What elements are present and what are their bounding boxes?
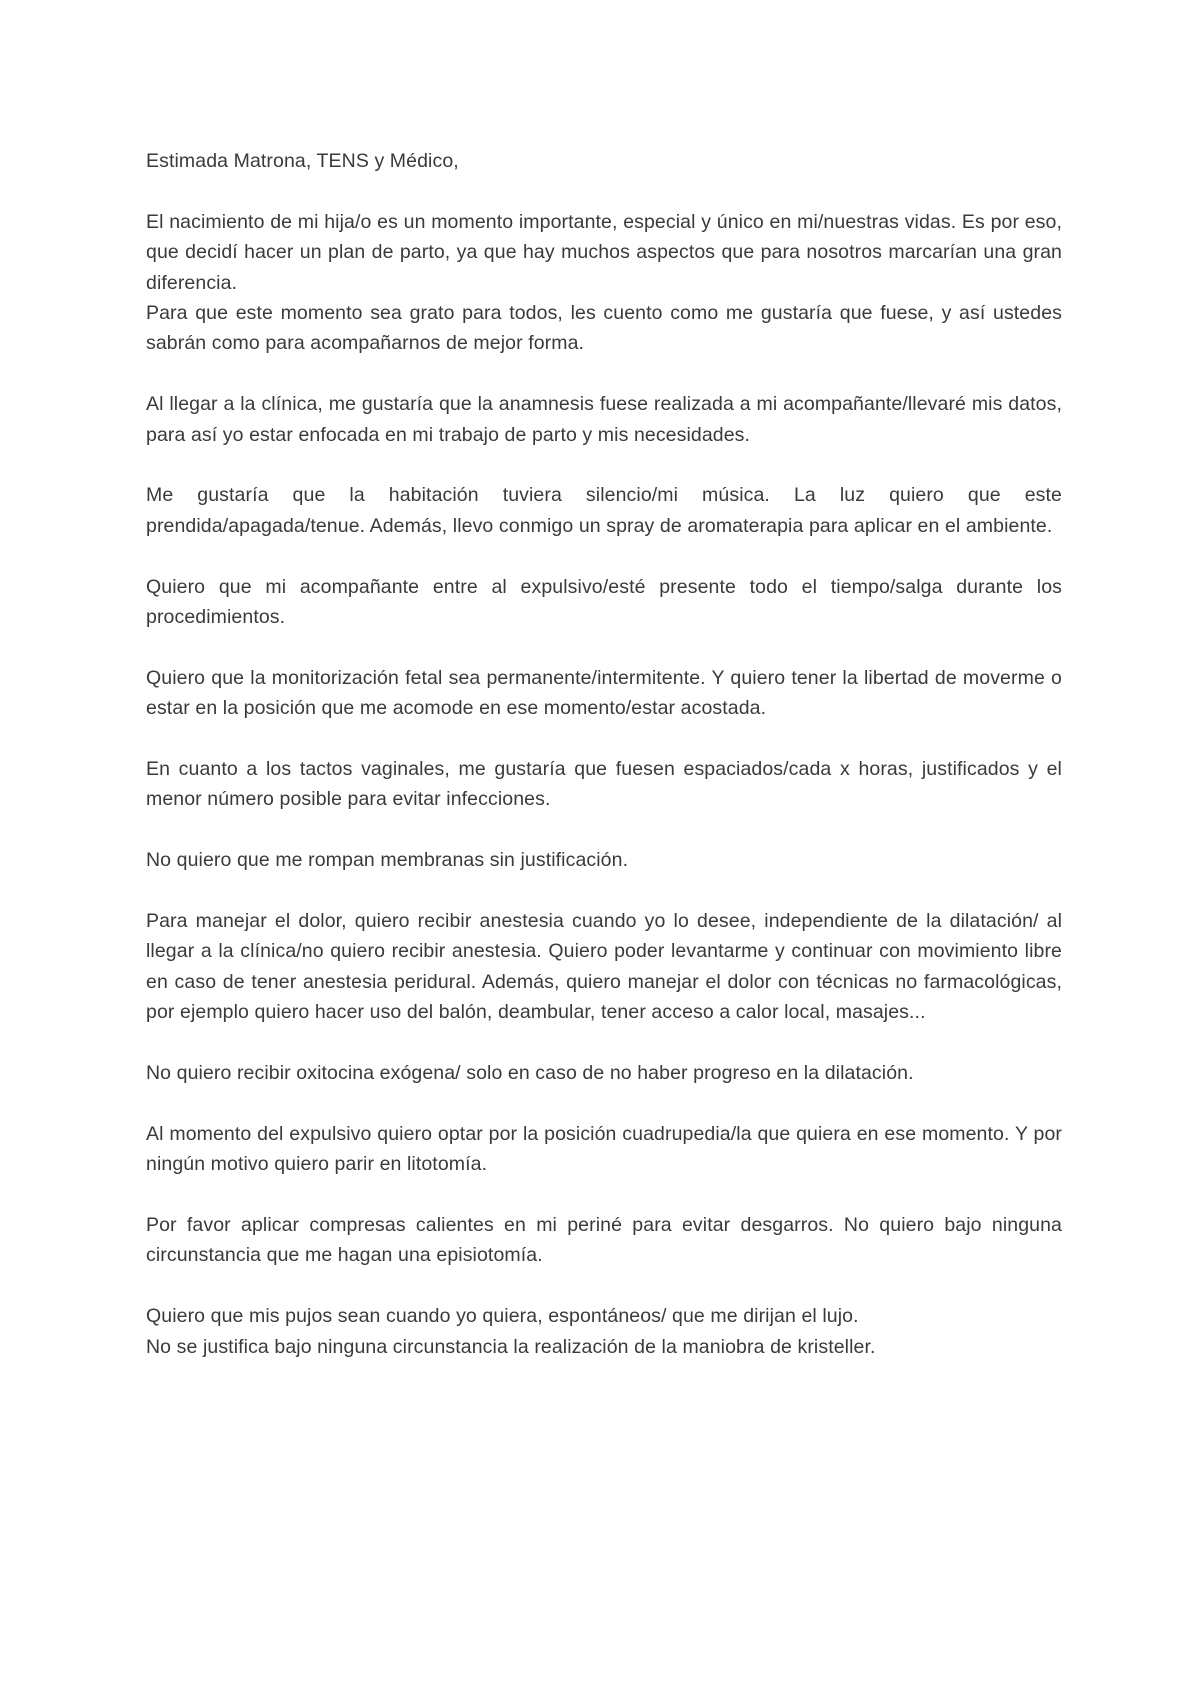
paragraph-arrival-anamnesis: Al llegar a la clínica, me gustaría que la anamnesis fuese realizada a mi acompañante/llevaré mis datos, para así yo estar enfocada en mi trabajo de parto y mis necesidades.	[146, 393, 1062, 446]
paragraph-purpose: Para que este momento sea grato para todos, les cuento como me gustaría que fuese, y así ustedes sabrán como para acompañarnos de mejor forma.	[146, 302, 1062, 355]
paragraph-birth-importance: El nacimiento de mi hija/o es un momento importante, especial y único en mi/nuestras vidas. Es por eso, que decidí hacer un plan de parto, ya que hay muchos aspectos que para nosotros marcarían una gran diferencia.	[146, 210, 1062, 294]
paragraph-vaginal-exams: En cuanto a los tactos vaginales, me gustaría que fuesen espaciados/cada x horas, justificados y el menor número posible para evitar infecciones.	[146, 758, 1062, 811]
paragraph-companion: Quiero que mi acompañante entre al expulsivo/esté presente todo el tiempo/salga durante los procedimientos.	[146, 575, 1062, 629]
paragraph-fetal-monitoring: Quiero que la monitorización fetal sea permanente/intermitente. Y quiero tener la libertad de moverme o estar en la posición que me acomode en ese momento/estar acostada.	[146, 666, 1062, 720]
letter-salutation: Estimada Matrona, TENS y Médico,	[146, 150, 459, 172]
paragraph-pushing: Quiero que mis pujos sean cuando yo quiera, espontáneos/ que me dirijan el lujo.	[146, 1305, 859, 1328]
paragraph-perineum: Por favor aplicar compresas calientes en mi periné para evitar desgarros. No quiero bajo ninguna circunstancia que me hagan una episiotomía.	[146, 1214, 1062, 1267]
letter-body	[146, 146, 1062, 1362]
paragraph-kristeller: No se justifica bajo ninguna circunstancia la realización de la maniobra de kristeller.	[146, 1335, 876, 1358]
paragraph-pain-management: Para manejar el dolor, quiero recibir anestesia cuando yo lo desee, independiente de la dilatación/ al llegar a la clínica/no quiero recibir anestesia. Quiero poder levantarme y continuar con movimiento libre en caso de tener anestesia peridural. Además, quiero manejar el dolor con técnicas no farmacológicas, por ejemplo quiero hacer uso del balón, deambular, tener acceso a calor local, masajes...	[146, 910, 1062, 1024]
paragraph-room-environment: Me gustaría que la habitación tuviera silencio/mi música. La luz quiero que este prendida/apagada/tenue. Además, llevo conmigo un spray de aromaterapia para aplicar en el ambiente.	[146, 484, 1062, 537]
paragraph-oxytocin: No quiero recibir oxitocina exógena/ solo en caso de no haber progreso en la dilatación.	[146, 1062, 914, 1085]
paragraph-membranes: No quiero que me rompan membranas sin justificación.	[146, 849, 629, 872]
paragraph-expulsive-position: Al momento del expulsivo quiero optar por la posición cuadrupedia/la que quiera en ese momento. Y por ningún motivo quiero parir en litotomía.	[146, 1122, 1062, 1176]
